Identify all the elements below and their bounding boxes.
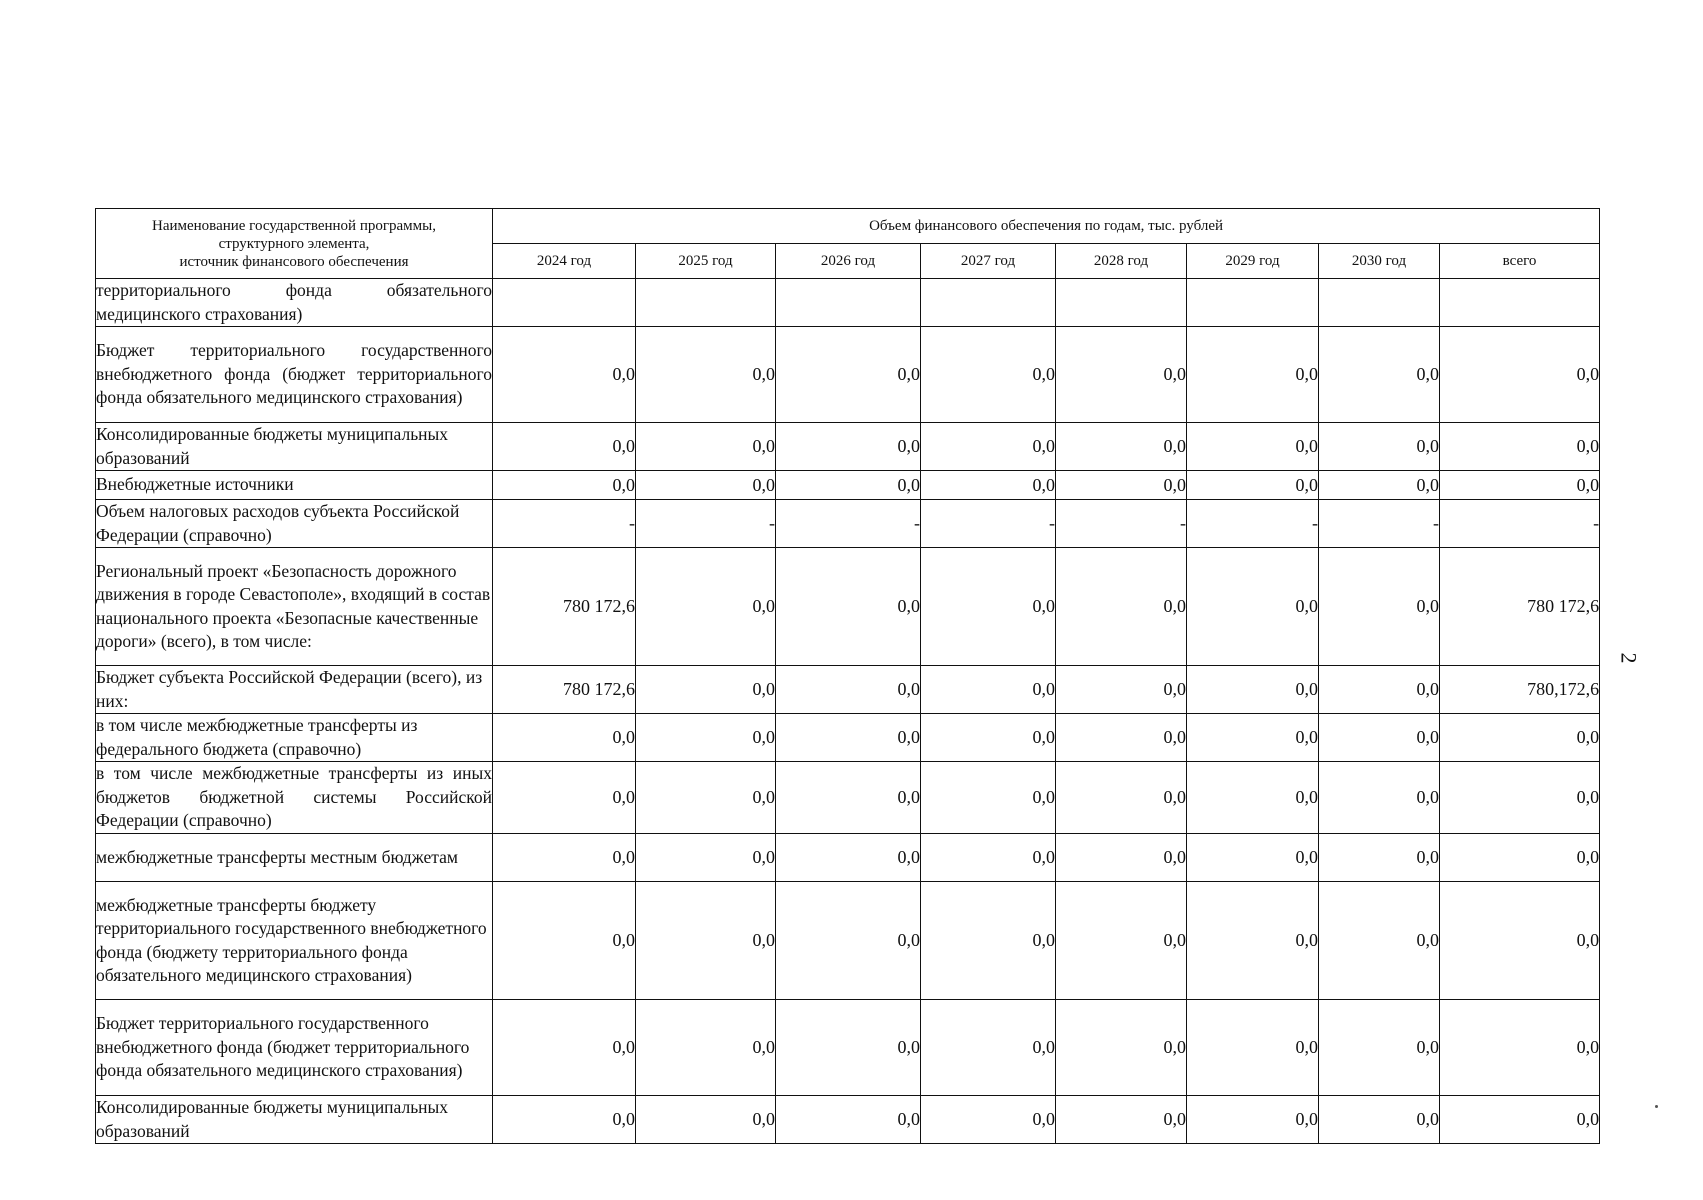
cell-2030: - [1319, 500, 1440, 548]
cell-2030: 0,0 [1319, 327, 1440, 423]
cell-2030: 0,0 [1319, 423, 1440, 471]
cell-2028: 0,0 [1056, 882, 1187, 1000]
cell-total: 0,0 [1440, 1096, 1600, 1144]
cell-2024: 0,0 [493, 834, 636, 882]
cell-2028: 0,0 [1056, 548, 1187, 666]
cell-2025: 0,0 [636, 882, 776, 1000]
cell-2027 [921, 279, 1056, 327]
header-year: 2027 год [921, 244, 1056, 279]
row-name: в том числе межбюджетные трансферты из иных бюджетов бюджетной системы Российской Федерации (справочно) [96, 762, 493, 834]
cell-total [1440, 279, 1600, 327]
cell-2030: 0,0 [1319, 882, 1440, 1000]
header-name-column [96, 209, 493, 279]
cell-2029: 0,0 [1187, 423, 1319, 471]
cell-2030: 0,0 [1319, 548, 1440, 666]
cell-2028: 0,0 [1056, 327, 1187, 423]
table-row [96, 762, 1600, 834]
row-name: Бюджет территориального государственного внебюджетного фонда (бюджет территориального фонда обязательного медицинского страхования) [96, 1000, 493, 1096]
cell-2028: 0,0 [1056, 714, 1187, 762]
cell-2028: 0,0 [1056, 1000, 1187, 1096]
table-row [96, 666, 1600, 714]
header-financing-group: Объем финансового обеспечения по годам, тыс. рублей [493, 209, 1600, 244]
cell-2026: - [776, 500, 921, 548]
cell-2028: 0,0 [1056, 666, 1187, 714]
cell-2028 [1056, 279, 1187, 327]
table-row [96, 548, 1600, 666]
row-name: территориального фонда обязательного медицинского страхования) [96, 279, 493, 327]
cell-2028: 0,0 [1056, 834, 1187, 882]
cell-2029 [1187, 279, 1319, 327]
table-row [96, 834, 1600, 882]
cell-2024: 0,0 [493, 1096, 636, 1144]
header-year: 2025 год [636, 244, 776, 279]
scan-speck [1655, 1105, 1658, 1108]
row-name: Бюджет территориального государственного внебюджетного фонда (бюджет территориального фонда обязательного медицинского страхования) [96, 327, 493, 423]
cell-2026: 0,0 [776, 882, 921, 1000]
table-row [96, 423, 1600, 471]
table-row [96, 471, 1600, 500]
cell-2024: 0,0 [493, 327, 636, 423]
row-name: Консолидированные бюджеты муниципальных образований [96, 423, 493, 471]
header-name-line: источник финансового обеспечения [179, 253, 409, 270]
cell-total: 0,0 [1440, 882, 1600, 1000]
table-row [96, 882, 1600, 1000]
cell-2027: 0,0 [921, 762, 1056, 834]
cell-2024: 780 172,6 [493, 666, 636, 714]
row-name: в том числе межбюджетные трансферты из федерального бюджета (справочно) [96, 714, 493, 762]
cell-2027: 0,0 [921, 548, 1056, 666]
cell-2029: 0,0 [1187, 762, 1319, 834]
cell-2026: 0,0 [776, 834, 921, 882]
cell-2030 [1319, 279, 1440, 327]
cell-2028: 0,0 [1056, 1096, 1187, 1144]
cell-2030: 0,0 [1319, 471, 1440, 500]
cell-2026: 0,0 [776, 471, 921, 500]
table-row [96, 714, 1600, 762]
cell-2027: 0,0 [921, 1000, 1056, 1096]
cell-2029: 0,0 [1187, 834, 1319, 882]
cell-2026: 0,0 [776, 548, 921, 666]
cell-2029: - [1187, 500, 1319, 548]
cell-total: 0,0 [1440, 471, 1600, 500]
cell-2026: 0,0 [776, 1096, 921, 1144]
cell-2027: 0,0 [921, 834, 1056, 882]
row-name: межбюджетные трансферты местным бюджетам [96, 834, 493, 882]
cell-2027: 0,0 [921, 882, 1056, 1000]
cell-2026: 0,0 [776, 327, 921, 423]
row-name: Объем налоговых расходов субъекта Российской Федерации (справочно) [96, 500, 493, 548]
cell-2029: 0,0 [1187, 714, 1319, 762]
cell-2025: 0,0 [636, 714, 776, 762]
cell-total: 780,172,6 [1440, 666, 1600, 714]
cell-2029: 0,0 [1187, 471, 1319, 500]
table-row [96, 1096, 1600, 1144]
header-year: 2028 год [1056, 244, 1187, 279]
cell-2030: 0,0 [1319, 762, 1440, 834]
row-name: Региональный проект «Безопасность дорожного движения в городе Севастополе», входящий в состав национального проекта «Безопасные качественные дороги» (всего), в том числе: [96, 548, 493, 666]
cell-2028: - [1056, 500, 1187, 548]
cell-2024: 0,0 [493, 471, 636, 500]
cell-2025: 0,0 [636, 666, 776, 714]
cell-2026: 0,0 [776, 714, 921, 762]
cell-2030: 0,0 [1319, 666, 1440, 714]
cell-2028: 0,0 [1056, 471, 1187, 500]
row-name: Внебюджетные источники [96, 471, 493, 500]
cell-2024: 0,0 [493, 714, 636, 762]
cell-total: - [1440, 500, 1600, 548]
table-row [96, 1000, 1600, 1096]
cell-2029: 0,0 [1187, 666, 1319, 714]
cell-total: 0,0 [1440, 423, 1600, 471]
cell-2030: 0,0 [1319, 1096, 1440, 1144]
cell-total: 0,0 [1440, 1000, 1600, 1096]
row-name: межбюджетные трансферты бюджету территориального государственного внебюджетного фонда (бюджету территориального фонда обязательного медицинского страхования) [96, 882, 493, 1000]
header-year: 2026 год [776, 244, 921, 279]
cell-2029: 0,0 [1187, 1096, 1319, 1144]
cell-2029: 0,0 [1187, 1000, 1319, 1096]
cell-total: 780 172,6 [1440, 548, 1600, 666]
cell-total: 0,0 [1440, 762, 1600, 834]
cell-2027: 0,0 [921, 471, 1056, 500]
table-row [96, 327, 1600, 423]
cell-2024: 0,0 [493, 1000, 636, 1096]
cell-2025: 0,0 [636, 762, 776, 834]
cell-2026: 0,0 [776, 762, 921, 834]
cell-2024: 0,0 [493, 882, 636, 1000]
cell-2027: 0,0 [921, 423, 1056, 471]
cell-2025: 0,0 [636, 327, 776, 423]
table-row [96, 279, 1600, 327]
header-year: 2024 год [493, 244, 636, 279]
financing-table [95, 208, 1600, 1144]
cell-2028: 0,0 [1056, 423, 1187, 471]
cell-2029: 0,0 [1187, 548, 1319, 666]
row-name: Бюджет субъекта Российской Федерации (всего), из них: [96, 666, 493, 714]
header-name-line: Наименование государственной программы, [151, 217, 436, 234]
cell-2027: 0,0 [921, 714, 1056, 762]
cell-2030: 0,0 [1319, 834, 1440, 882]
row-name: Консолидированные бюджеты муниципальных образований [96, 1096, 493, 1144]
cell-2026: 0,0 [776, 1000, 921, 1096]
cell-2024 [493, 279, 636, 327]
cell-2027: - [921, 500, 1056, 548]
cell-2024: 0,0 [493, 423, 636, 471]
cell-2026 [776, 279, 921, 327]
page-number: 2 [1616, 652, 1642, 664]
cell-2024: - [493, 500, 636, 548]
cell-2029: 0,0 [1187, 882, 1319, 1000]
cell-2026: 0,0 [776, 423, 921, 471]
cell-2025 [636, 279, 776, 327]
header-total: всего [1440, 244, 1600, 279]
cell-2025: 0,0 [636, 834, 776, 882]
cell-2027: 0,0 [921, 327, 1056, 423]
cell-total: 0,0 [1440, 834, 1600, 882]
cell-2024: 0,0 [493, 762, 636, 834]
cell-2025: 0,0 [636, 548, 776, 666]
cell-2029: 0,0 [1187, 327, 1319, 423]
header-year: 2029 год [1187, 244, 1319, 279]
header-row-top [96, 209, 1600, 244]
cell-2030: 0,0 [1319, 714, 1440, 762]
cell-2025: - [636, 500, 776, 548]
table-row [96, 500, 1600, 548]
cell-2028: 0,0 [1056, 762, 1187, 834]
cell-2025: 0,0 [636, 423, 776, 471]
cell-2026: 0,0 [776, 666, 921, 714]
cell-2025: 0,0 [636, 471, 776, 500]
cell-2027: 0,0 [921, 1096, 1056, 1144]
cell-2025: 0,0 [636, 1096, 776, 1144]
cell-2030: 0,0 [1319, 1000, 1440, 1096]
cell-total: 0,0 [1440, 714, 1600, 762]
cell-total: 0,0 [1440, 327, 1600, 423]
header-year: 2030 год [1319, 244, 1440, 279]
header-name-line: структурного элемента, [218, 235, 370, 252]
cell-2025: 0,0 [636, 1000, 776, 1096]
cell-2024: 780 172,6 [493, 548, 636, 666]
cell-2027: 0,0 [921, 666, 1056, 714]
